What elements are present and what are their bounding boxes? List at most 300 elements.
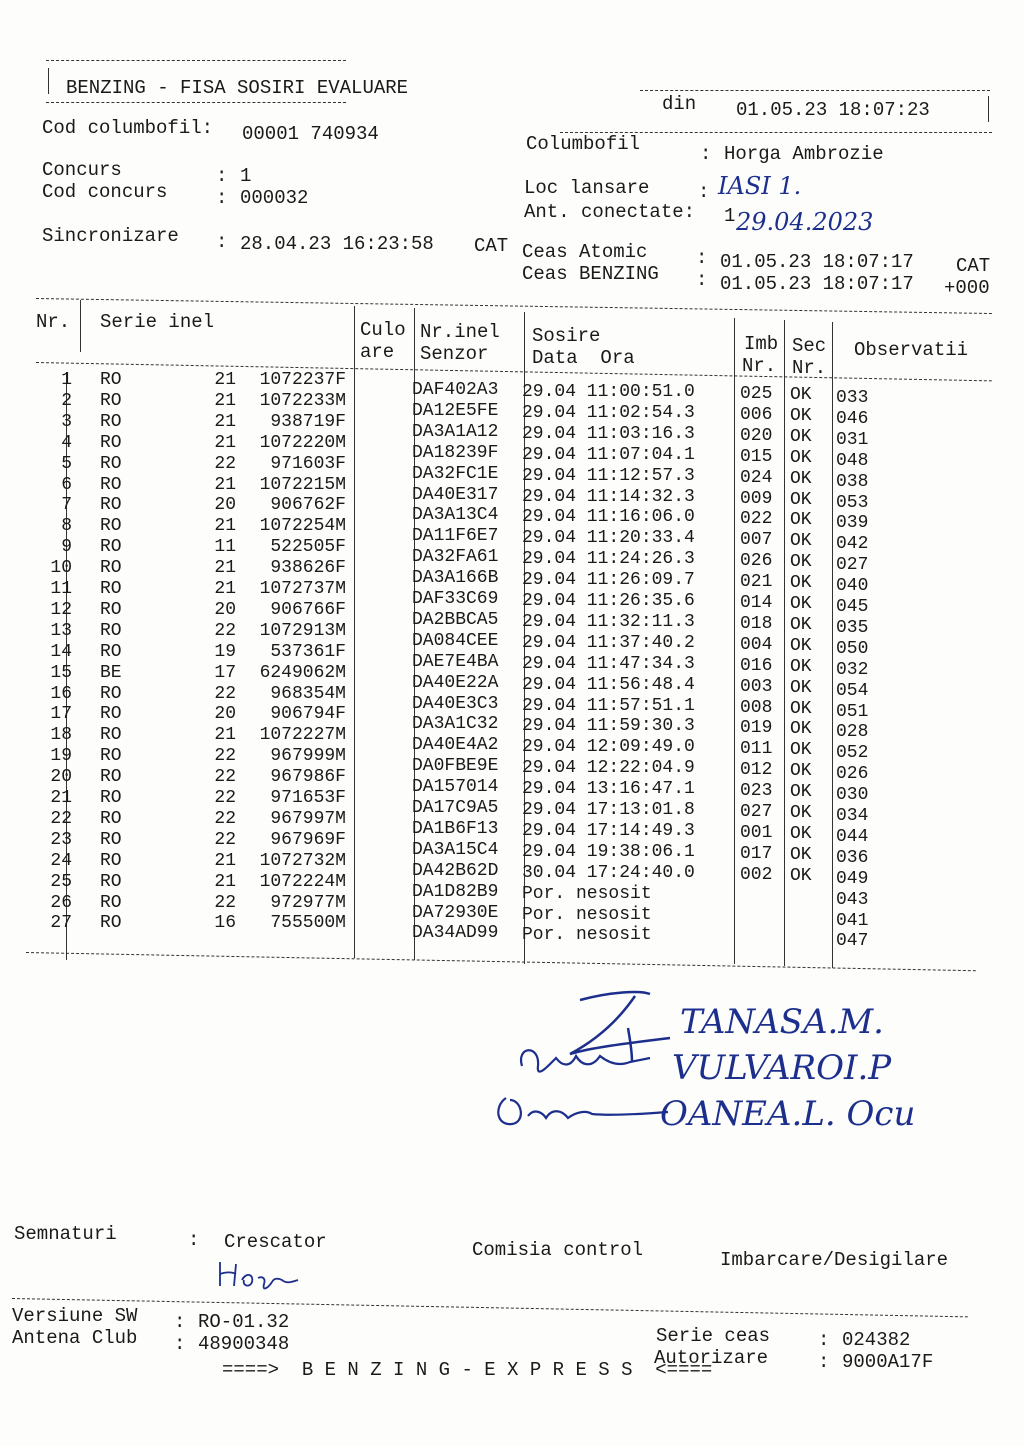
cell-obs: 040 <box>836 576 869 597</box>
cell-senzor: DA34AD99 <box>412 923 499 944</box>
col-header-nr-inel-1: Nr.inel <box>420 321 500 343</box>
cell-tara: BE <box>100 662 122 683</box>
cell-obs: 035 <box>836 617 869 638</box>
cell-sec: OK <box>790 635 812 656</box>
cell-imb: 017 <box>740 843 773 864</box>
cell-inel: 522505F <box>270 537 346 558</box>
cell-an: 19 <box>214 641 236 662</box>
cell-senzor: DA1B6F13 <box>412 818 499 839</box>
cell-sosire: 29.04 11:56:48.4 <box>522 674 695 695</box>
versiune-label: Versiune SW <box>12 1305 138 1327</box>
cell-inel: 906794F <box>270 704 346 725</box>
cell-imb: 006 <box>740 404 773 425</box>
cell-senzor: DA72930E <box>412 902 499 923</box>
cod-columbofil-label: Cod columbofil: <box>42 117 214 139</box>
cell-obs: 046 <box>836 408 869 429</box>
sincronizare-value: 28.04.23 16:23:58 <box>240 233 434 255</box>
cell-sosire: 29.04 11:57:51.1 <box>522 695 695 716</box>
ant-conectate-value: 1 <box>724 205 736 227</box>
semnaturi-label: Semnaturi <box>14 1223 117 1245</box>
col-header-sec-2: Nr. <box>792 357 827 379</box>
cell-obs: 036 <box>836 847 869 868</box>
cell-imb: 026 <box>740 551 773 572</box>
col-header-observatii: Observatii <box>854 339 969 361</box>
autorizare-colon: : <box>818 1351 830 1373</box>
cell-sosire: 29.04 12:22:04.9 <box>522 758 695 779</box>
cell-imb: 015 <box>740 446 773 467</box>
cell-nr: 21 <box>50 788 72 808</box>
cell-tara: RO <box>100 892 122 913</box>
cell-an: 21 <box>214 558 236 579</box>
cell-inel: 1072215M <box>259 474 346 495</box>
cell-nr: 5 <box>61 453 72 474</box>
cell-tara: RO <box>100 599 122 620</box>
cell-imb: 025 <box>740 384 773 404</box>
cell-tara: RO <box>100 808 122 829</box>
commission-name-2: VULVAROI.P <box>672 1048 892 1088</box>
cell-nr: 20 <box>50 767 72 788</box>
cell-imb: 027 <box>740 802 773 822</box>
cell-sec: OK <box>790 761 812 782</box>
cell-obs: 050 <box>836 638 869 659</box>
cell-inel: 968354M <box>270 683 346 704</box>
cell-senzor: DA3A1A12 <box>412 421 499 442</box>
cell-nr: 24 <box>50 850 72 871</box>
concurs-label: Concurs <box>42 159 122 181</box>
cell-tara: RO <box>100 767 122 788</box>
crescator-label: Crescator <box>224 1231 327 1253</box>
cell-sec: OK <box>790 385 812 405</box>
antena-label: Antena Club <box>12 1327 138 1349</box>
cell-sec: OK <box>790 447 812 468</box>
cell-senzor: DA12E5FE <box>412 400 499 421</box>
cell-nr: 3 <box>61 411 72 432</box>
cell-sosire: 29.04 11:37:40.2 <box>522 632 695 653</box>
cell-sosire: 29.04 11:32:11.3 <box>522 611 695 632</box>
loc-lansare-label: Loc lansare <box>524 177 650 199</box>
cell-nr: 26 <box>50 892 72 913</box>
cell-senzor: DA157014 <box>412 777 499 798</box>
cell-sec: OK <box>790 552 812 573</box>
cell-senzor: DA40E3C3 <box>412 693 499 714</box>
cell-sosire: 29.04 11:59:30.3 <box>522 716 695 737</box>
cell-an: 21 <box>214 850 236 871</box>
cell-tara: RO <box>100 829 122 850</box>
semnaturi-colon: : <box>188 1229 200 1251</box>
cell-sec: OK <box>790 405 812 426</box>
cell-obs: 033 <box>836 388 869 408</box>
cell-imb: 016 <box>740 655 773 676</box>
cell-tara: RO <box>100 620 122 641</box>
cell-inel: 1072237F <box>259 370 346 390</box>
cell-sosire: 29.04 17:14:49.3 <box>522 820 695 841</box>
cell-senzor: DA3A15C4 <box>412 839 499 860</box>
cell-an: 20 <box>214 704 236 725</box>
cell-nr: 11 <box>50 579 72 599</box>
cell-imb: 023 <box>740 781 773 802</box>
cell-tara: RO <box>100 788 122 808</box>
col-header-imb-1: Imb <box>744 333 779 355</box>
cell-senzor: DA40E4A2 <box>412 735 499 756</box>
cell-sosire: 29.04 11:03:16.3 <box>522 423 695 444</box>
cell-obs: 044 <box>836 826 869 847</box>
cell-inel: 1072732M <box>259 850 346 871</box>
cell-tara: RO <box>100 871 122 892</box>
cell-an: 20 <box>214 495 236 516</box>
cell-senzor: DAF33C69 <box>412 589 499 609</box>
cell-an: 21 <box>214 474 236 495</box>
cell-senzor: DA32FC1E <box>412 463 499 484</box>
cell-an: 17 <box>214 662 236 683</box>
concurs-colon: : <box>216 165 228 187</box>
commission-name-3: OANEA.L. Ocu <box>660 1094 916 1134</box>
document-title: BENZING - FISA SOSIRI EVALUARE <box>66 77 409 99</box>
cell-tara: RO <box>100 411 122 432</box>
header-left-bar <box>48 68 49 94</box>
cell-sec: OK <box>790 614 812 635</box>
cell-nr: 2 <box>61 390 72 411</box>
cell-obs: 045 <box>836 597 869 617</box>
cod-columbofil-value: 00001 740934 <box>242 123 379 145</box>
cell-sec: OK <box>790 823 812 844</box>
cell-an: 22 <box>214 620 236 641</box>
cell-inel: 1072220M <box>259 432 346 453</box>
cell-sosire: 29.04 19:38:06.1 <box>522 841 695 862</box>
columbofil-colon: : <box>700 143 712 165</box>
sincronizare-colon: : <box>216 231 228 253</box>
cell-an: 22 <box>214 808 236 829</box>
cell-tara: RO <box>100 579 122 599</box>
table-rule-bottom <box>26 952 976 971</box>
loc-lansare-value: IASI 1. <box>718 172 802 200</box>
concurs-value: 1 <box>240 165 252 187</box>
cell-imb: 024 <box>740 467 773 488</box>
handwritten-date: 29.04.2023 <box>736 208 874 236</box>
cell-inel: 1072737M <box>259 579 346 599</box>
cell-an: 21 <box>214 516 236 537</box>
cell-senzor: DA40E22A <box>412 672 499 693</box>
cell-imb: 003 <box>740 676 773 697</box>
breeder-signature <box>212 1258 302 1294</box>
cell-sosire: 29.04 11:20:33.4 <box>522 528 695 549</box>
ceas-benzing-label: Ceas BENZING <box>522 263 659 285</box>
cell-an: 22 <box>214 767 236 788</box>
cell-senzor: DA3A166B <box>412 568 499 589</box>
cell-senzor: DA0FBE9E <box>412 756 499 777</box>
serie-ceas-colon: : <box>818 1329 830 1351</box>
cell-nr: 23 <box>50 829 72 850</box>
cell-inel: 971603F <box>270 453 346 474</box>
cell-inel: 938719F <box>270 411 346 432</box>
col-header-nr-inel-2: Senzor <box>420 343 489 365</box>
columbofil-label: Columbofil <box>526 133 641 155</box>
cell-tara: RO <box>100 432 122 453</box>
cell-nr: 10 <box>50 558 72 579</box>
cell-obs: 030 <box>836 785 869 806</box>
cell-sosire: 29.04 11:02:54.3 <box>522 402 695 423</box>
header-rule-1 <box>46 102 346 103</box>
header-rule-right <box>640 90 990 91</box>
cell-sosire: 29.04 17:13:01.8 <box>522 800 695 820</box>
cell-sec: OK <box>790 677 812 698</box>
cell-inel: 971653F <box>270 788 346 808</box>
cell-sosire: 29.04 13:16:47.1 <box>522 779 695 800</box>
cell-obs: 031 <box>836 429 869 450</box>
footer-rule <box>12 1298 968 1317</box>
cell-sosire: 29.04 11:26:09.7 <box>522 570 695 591</box>
ceas-atomic-tz: CAT <box>956 255 991 277</box>
cell-sec: OK <box>790 573 812 594</box>
cell-sosire: Por. nesosit <box>522 925 652 946</box>
sincronizare-tz: CAT <box>474 235 509 257</box>
cell-imb: 007 <box>740 530 773 551</box>
cell-sec: OK <box>790 865 812 886</box>
cell-obs: 034 <box>836 806 869 826</box>
cell-sec: OK <box>790 468 812 489</box>
cell-sosire: Por. nesosit <box>522 883 652 904</box>
antena-value: 48900348 <box>198 1333 290 1355</box>
cell-sec: OK <box>790 782 812 803</box>
cell-sec: OK <box>790 531 812 552</box>
ceas-benzing-offset: +000 <box>944 277 990 299</box>
cell-nr: 15 <box>50 662 72 683</box>
ant-conectate-label: Ant. conectate: <box>524 201 696 223</box>
cell-obs: 039 <box>836 513 869 534</box>
cell-sosire: 29.04 11:07:04.1 <box>522 444 695 465</box>
cell-sec: OK <box>790 844 812 865</box>
cell-nr: 22 <box>50 808 72 829</box>
cell-an: 22 <box>214 788 236 808</box>
cell-inel: 755500M <box>270 913 346 934</box>
cell-nr: 9 <box>61 537 72 558</box>
cell-sec: OK <box>790 510 812 531</box>
cell-obs: 048 <box>836 450 869 471</box>
header-top-rule <box>46 60 346 61</box>
cell-imb: 018 <box>740 613 773 634</box>
cell-sosire: 29.04 11:12:57.3 <box>522 465 695 486</box>
cell-senzor: DA40E317 <box>412 484 499 505</box>
cell-sec: OK <box>790 803 812 823</box>
cell-tara: RO <box>100 453 122 474</box>
cell-an: 22 <box>214 829 236 850</box>
cell-inel: 537361F <box>270 641 346 662</box>
cell-obs: 043 <box>836 889 869 910</box>
ceas-atomic-colon: : <box>696 247 708 269</box>
cell-sosire: 29.04 11:24:26.3 <box>522 549 695 570</box>
col-header-sosire-1: Sosire <box>532 325 601 347</box>
cell-inel: 972977M <box>270 892 346 913</box>
cell-senzor: DA32FA61 <box>412 547 499 568</box>
cell-obs: 028 <box>836 722 869 743</box>
comisia-label: Comisia control <box>472 1239 644 1261</box>
cell-inel: 6249062M <box>259 662 346 683</box>
din-value: 01.05.23 18:07:23 <box>736 99 930 121</box>
cell-inel: 1072913M <box>259 620 346 641</box>
cell-obs: 032 <box>836 659 869 680</box>
cell-sec: OK <box>790 740 812 761</box>
cell-senzor: DAF402A3 <box>412 380 499 400</box>
cell-nr: 19 <box>50 746 72 767</box>
cell-nr: 4 <box>61 432 72 453</box>
cell-sec: OK <box>790 594 812 614</box>
col-header-culoare-1: Culo <box>360 319 406 341</box>
cell-nr: 17 <box>50 704 72 725</box>
cell-obs: 051 <box>836 701 869 722</box>
cell-obs: 027 <box>836 555 869 576</box>
cell-nr: 16 <box>50 683 72 704</box>
cell-sosire: 29.04 11:00:51.0 <box>522 382 695 402</box>
cell-tara: RO <box>100 474 122 495</box>
cell-tara: RO <box>100 558 122 579</box>
autorizare-value: 9000A17F <box>842 1351 934 1373</box>
commission-name-1: TANASA.M. <box>680 1002 884 1042</box>
cell-inel: 906762F <box>270 495 346 516</box>
antena-colon: : <box>174 1333 186 1355</box>
col-header-imb-2: Nr. <box>742 355 777 377</box>
cell-nr: 7 <box>61 495 72 516</box>
cell-an: 20 <box>214 599 236 620</box>
sincronizare-label: Sincronizare <box>42 225 179 247</box>
cell-imb: 002 <box>740 864 773 885</box>
serie-ceas-label: Serie ceas <box>656 1325 771 1347</box>
cell-inel: 1072224M <box>259 871 346 892</box>
cell-tara: RO <box>100 683 122 704</box>
cell-sec: OK <box>790 656 812 677</box>
cell-an: 16 <box>214 913 236 934</box>
columbofil-value: Horga Ambrozie <box>724 143 884 165</box>
cell-an: 11 <box>214 537 236 558</box>
col-header-sosire-2: Data Ora <box>532 347 635 369</box>
cell-obs: 038 <box>836 471 869 492</box>
cell-sosire: 29.04 11:14:32.3 <box>522 486 695 507</box>
cell-sosire: 30.04 17:24:40.0 <box>522 862 695 883</box>
signature-scribble-3 <box>492 1086 672 1136</box>
versiune-colon: : <box>174 1311 186 1333</box>
cell-imb: 008 <box>740 697 773 718</box>
ceas-benzing-value: 01.05.23 18:07:17 <box>720 273 914 295</box>
cell-nr: 14 <box>50 641 72 662</box>
cell-senzor: DA11F6E7 <box>412 526 499 547</box>
cell-imb: 001 <box>740 822 773 843</box>
cell-nr: 25 <box>50 871 72 892</box>
cell-nr: 6 <box>61 474 72 495</box>
cell-sec: OK <box>790 698 812 719</box>
cell-tara: RO <box>100 704 122 725</box>
cell-tara: RO <box>100 370 122 390</box>
header-right-bar <box>988 96 989 122</box>
cell-an: 21 <box>214 725 236 746</box>
cell-imb: 022 <box>740 509 773 530</box>
cell-imb: 011 <box>740 739 773 760</box>
cell-imb: 014 <box>740 593 773 613</box>
loc-lansare-colon: : <box>698 181 710 203</box>
col-header-culoare-2: are <box>360 341 395 363</box>
cell-senzor: DAE7E4BA <box>412 651 499 672</box>
ceas-atomic-value: 01.05.23 18:07:17 <box>720 251 914 273</box>
cell-tara: RO <box>100 850 122 871</box>
cell-nr: 8 <box>61 516 72 537</box>
cell-senzor: DA1D82B9 <box>412 881 499 902</box>
serie-ceas-value: 024382 <box>842 1329 911 1351</box>
cell-inel: 906766F <box>270 599 346 620</box>
cell-senzor: DA3A13C4 <box>412 505 499 526</box>
col-header-nr: Nr. <box>36 311 71 333</box>
cell-senzor: DA3A1C32 <box>412 714 499 735</box>
cell-tara: RO <box>100 495 122 516</box>
cell-imb: 012 <box>740 760 773 781</box>
cell-an: 22 <box>214 746 236 767</box>
cell-inel: 938626F <box>270 558 346 579</box>
cell-an: 21 <box>214 390 236 411</box>
cell-sec: OK <box>790 426 812 447</box>
versiune-value: RO-01.32 <box>198 1311 290 1333</box>
cell-sosire: Por. nesosit <box>522 904 652 925</box>
cod-concurs-colon: : <box>216 187 228 209</box>
cell-senzor: DA18239F <box>412 442 499 463</box>
cell-obs: 049 <box>836 868 869 889</box>
cell-an: 21 <box>214 871 236 892</box>
col-header-serie-inel: Serie inel <box>100 311 215 333</box>
cell-an: 22 <box>214 892 236 913</box>
cell-inel: 967999M <box>270 746 346 767</box>
cell-inel: 1072254M <box>259 516 346 537</box>
cell-sec: OK <box>790 489 812 510</box>
col-header-sec-1: Sec <box>792 335 827 357</box>
cell-obs: 041 <box>836 910 869 931</box>
cell-an: 21 <box>214 579 236 599</box>
imbarcare-label: Imbarcare/Desigilare <box>720 1249 949 1271</box>
cell-tara: RO <box>100 641 122 662</box>
cell-an: 21 <box>214 432 236 453</box>
cell-obs: 054 <box>836 680 869 701</box>
cell-imb: 004 <box>740 634 773 655</box>
cell-nr: 18 <box>50 725 72 746</box>
cell-senzor: DA17C9A5 <box>412 798 499 818</box>
cell-nr: 13 <box>50 620 72 641</box>
cell-imb: 019 <box>740 718 773 739</box>
cell-an: 22 <box>214 453 236 474</box>
cell-inel: 967997M <box>270 808 346 829</box>
cell-an: 21 <box>214 370 236 390</box>
cell-an: 22 <box>214 683 236 704</box>
cell-senzor: DA42B62D <box>412 860 499 881</box>
cell-nr: 1 <box>61 370 72 390</box>
cell-senzor: DA084CEE <box>412 630 499 651</box>
cell-inel: 967986F <box>270 767 346 788</box>
cell-obs: 042 <box>836 534 869 555</box>
cell-tara: RO <box>100 746 122 767</box>
cell-tara: RO <box>100 390 122 411</box>
cell-imb: 021 <box>740 572 773 593</box>
cell-tara: RO <box>100 725 122 746</box>
cell-nr: 12 <box>50 599 72 620</box>
cod-concurs-value: 000032 <box>240 187 309 209</box>
cell-inel: 967969F <box>270 829 346 850</box>
cell-imb: 009 <box>740 488 773 509</box>
cell-sosire: 29.04 11:26:35.6 <box>522 591 695 611</box>
autorizare-label: Autorizare <box>654 1347 769 1369</box>
cell-tara: RO <box>100 913 122 934</box>
cod-concurs-label: Cod concurs <box>42 181 168 203</box>
cell-sec: OK <box>790 719 812 740</box>
din-label: din <box>662 93 697 115</box>
cell-tara: RO <box>100 537 122 558</box>
cell-nr: 27 <box>50 913 72 934</box>
cell-inel: 1072227M <box>259 725 346 746</box>
cell-obs: 047 <box>836 931 869 952</box>
cell-senzor: DA2BBCA5 <box>412 609 499 630</box>
cell-an: 21 <box>214 411 236 432</box>
